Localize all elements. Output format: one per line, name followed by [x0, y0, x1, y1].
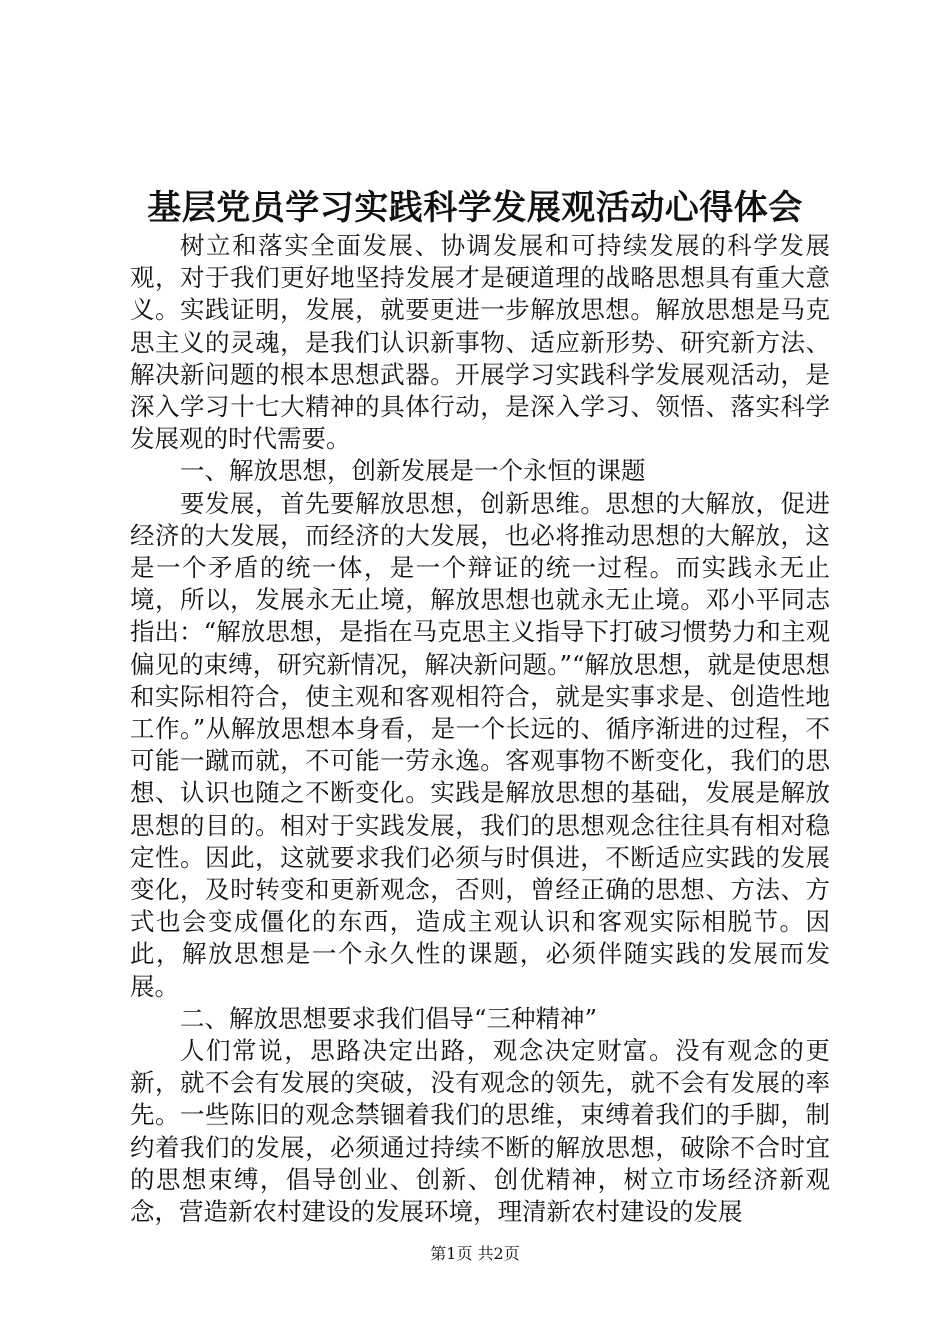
section-1-paragraph: 要发展，首先要解放思想，创新思维。思想的大解放，促进经济的大发展，而经济的大发展，也必将推动思想的大解放，这是一个矛盾的统一体，是一个辩证的统一过程。而实践永无止境，所以，发展永无止境，解放思想也就永无止境。邓小平同志指出：“解放思想，是指在马克思主义指导下打破习惯势力和主观偏见的束缚，研究新情况，解决新问题。”“解放思想，就是使思想和实际相符合，使主观和客观相符合，就是实事求是、创造性地工作。”从解放思想本身看，是一个长远的、循序渐进的过程，不可能一蹴而就，不可能一劳永逸。客观事物不断变化，我们的思想、认识也随之不断变化。实践是解放思想的基础，发展是解放思想的目的。相对于实践发展，我们的思想观念往往具有相对稳定性。因此，这就要求我们必须与时俱进，不断适应实践的发展变化，及时转变和更新观念，否则，曾经正确的思想、方法、方式也会变成僵化的东西，造成主观认识和客观实际相脱节。因此，解放思想是一个永久性的课题，必须伴随实践的发展而发展。: [130, 488, 830, 1001]
intro-paragraph: 树立和落实全面发展、协调发展和可持续发展的科学发展观，对于我们更好地坚持发展才是硬道理的战略思想具有重大意义。实践证明，发展，就要更进一步解放思想。解放思想是马克思主义的灵魂，是我们认识新事物、适应新形势、研究新方法、解决新问题的根本思想武器。开展学习实践科学发展观活动，是深入学习十七大精神的具体行动，是深入学习、领悟、落实科学发展观的时代需要。: [130, 231, 830, 454]
section-2-paragraph: 人们常说，思路决定出路，观念决定财富。没有观念的更新，就不会有发展的突破，没有观念的领先，就不会有发展的率先。一些陈旧的观念禁锢着我们的思维，束缚着我们的手脚，制约着我们的发展，必须通过持续不断的解放思想，破除不合时宜的思想束缚，倡导创业、创新、创优精神，树立市场经济新观念，营造新农村建设的发展环境，理清新农村建设的发展: [130, 1036, 830, 1227]
section-heading-2: 二、解放思想要求我们倡导“三种精神”: [180, 1003, 598, 1033]
document-title: 基层党员学习实践科学发展观活动心得体会: [147, 188, 803, 228]
section-heading-1: 一、解放思想，创新发展是一个永恒的课题: [180, 456, 646, 486]
document-body: [130, 230, 830, 1228]
page-number-footer: 第1页 共2页: [430, 1244, 520, 1263]
